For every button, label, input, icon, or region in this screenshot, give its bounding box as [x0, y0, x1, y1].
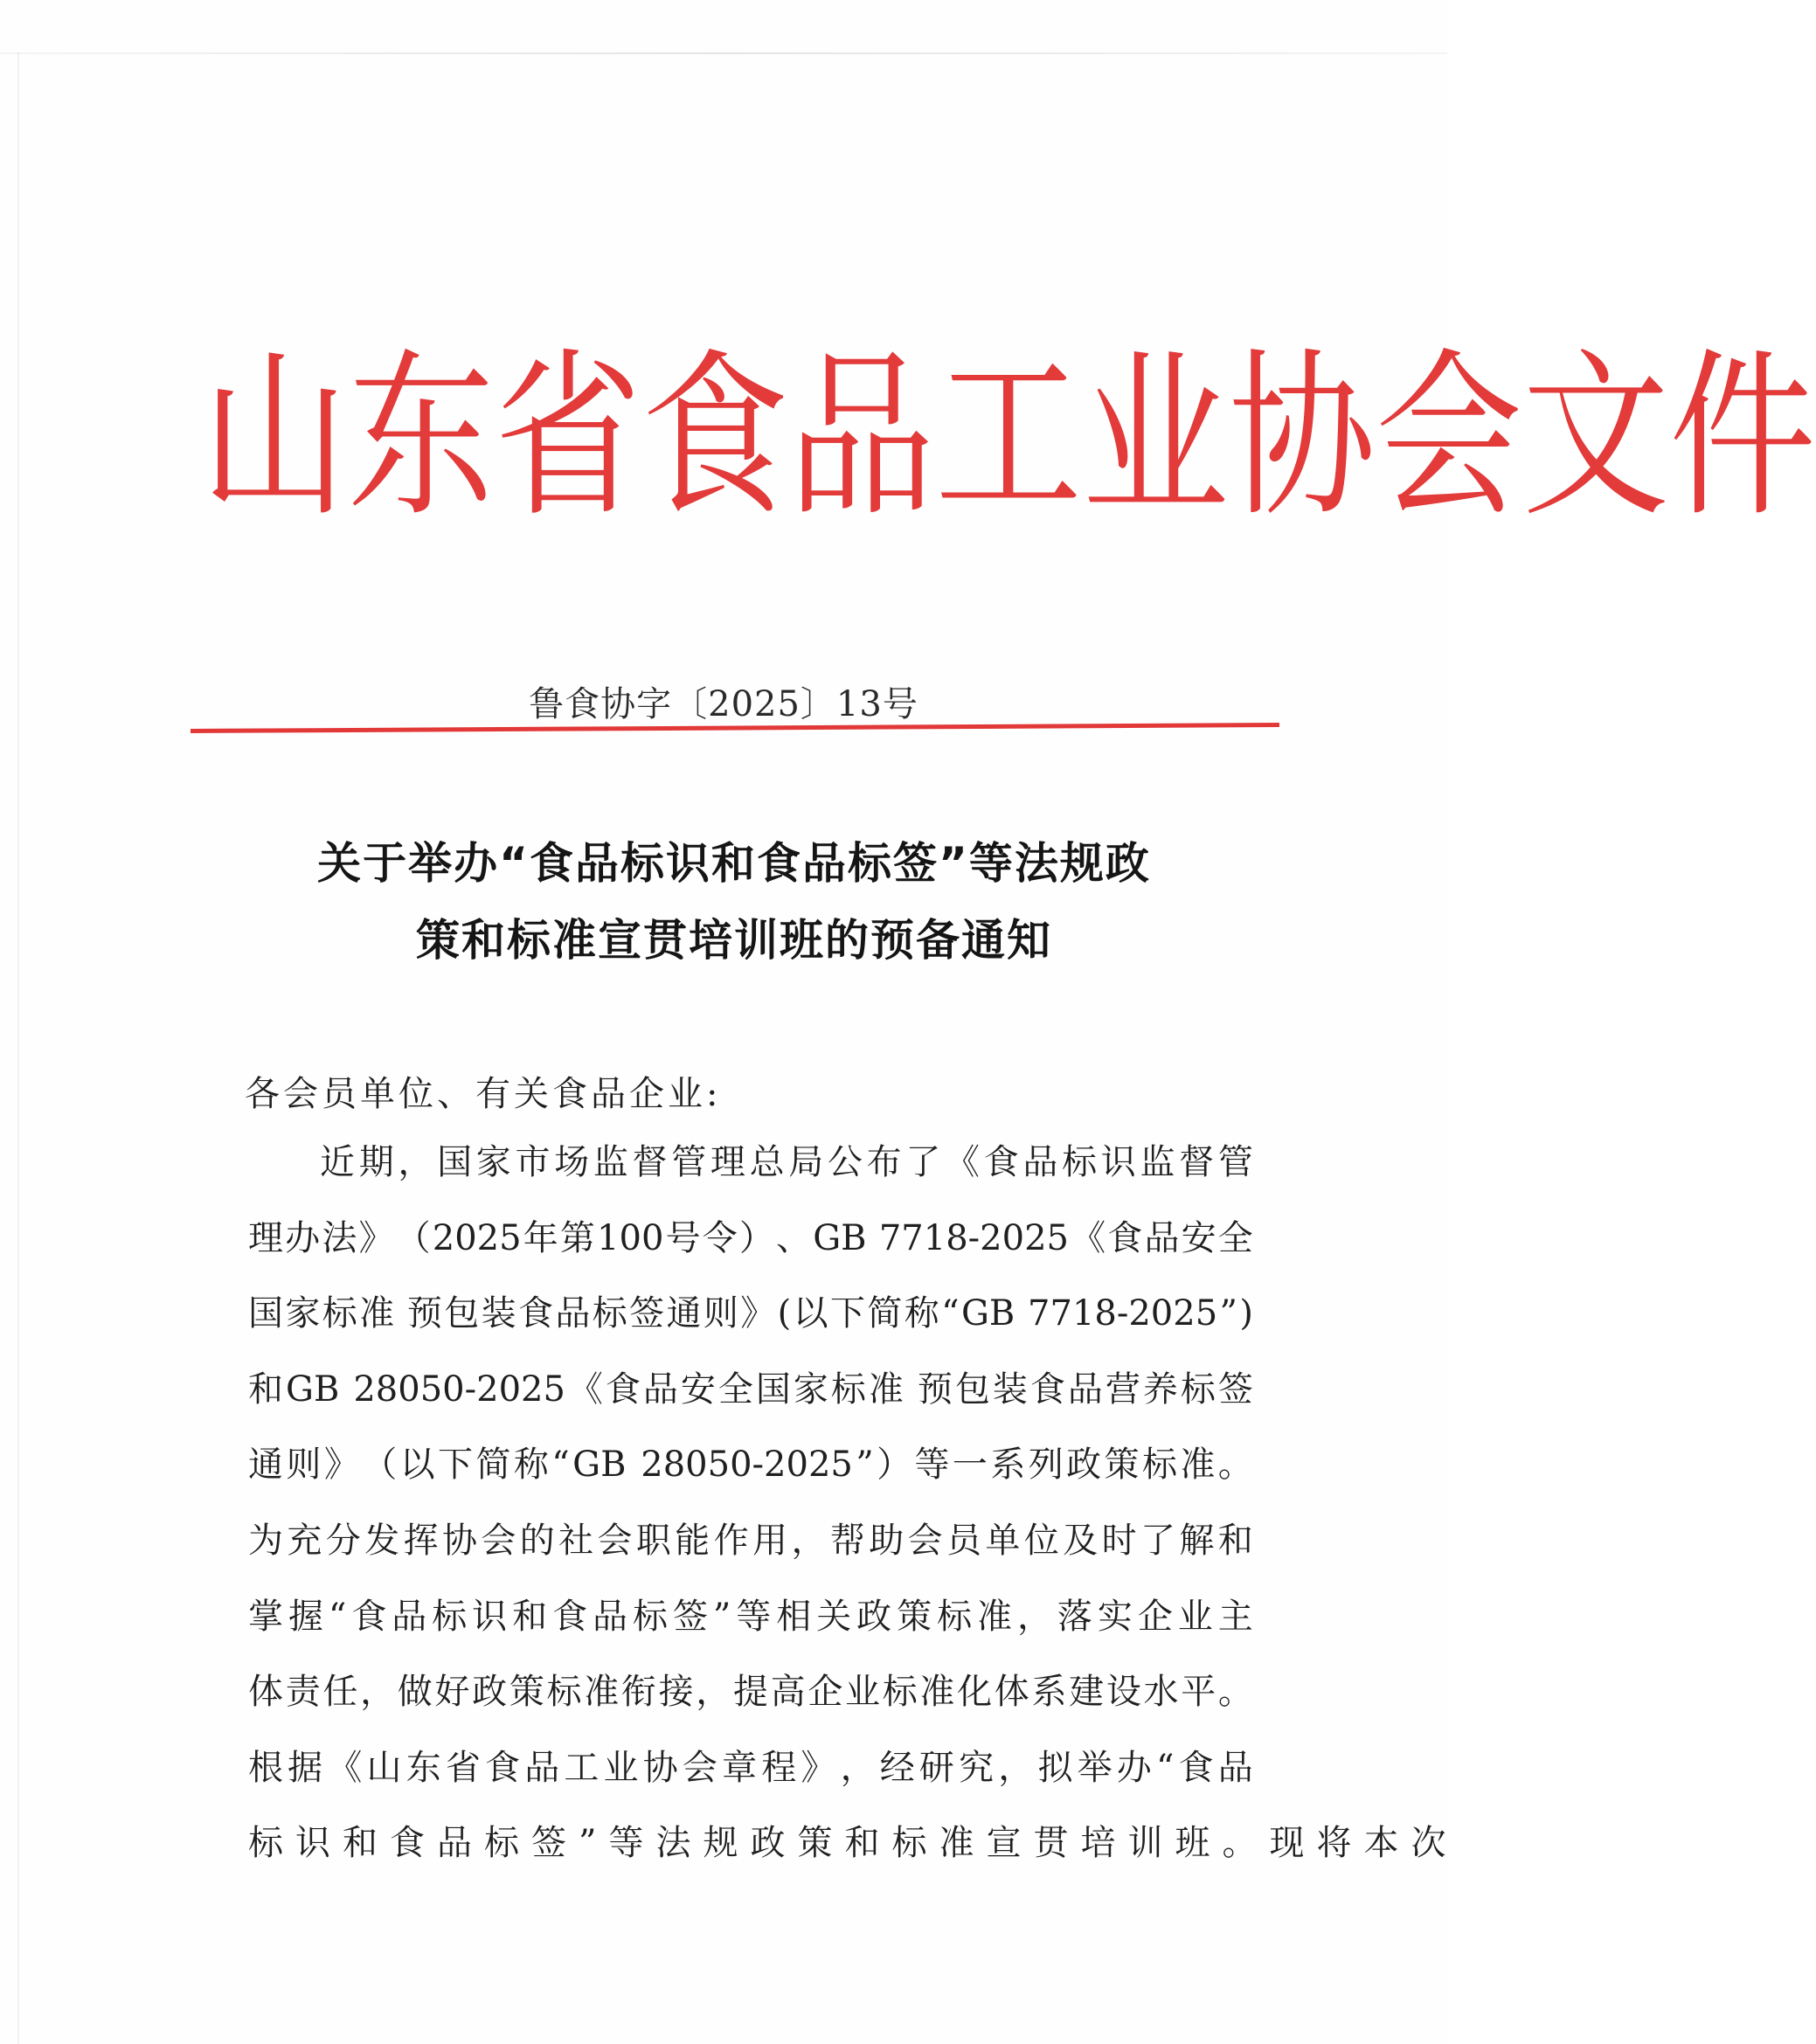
glyph: 标 — [891, 1823, 927, 1864]
glyph: 省 — [445, 1747, 481, 1788]
glyph: 2025 — [432, 1217, 522, 1258]
glyph: GB — [572, 1445, 627, 1486]
glyph: 高 — [770, 1672, 806, 1713]
glyph: 单 — [985, 1520, 1021, 1561]
glyph: 衔 — [620, 1672, 656, 1713]
glyph: 下 — [829, 1293, 865, 1334]
glyph: 下 — [438, 1445, 474, 1486]
glyph: 和 — [343, 1823, 378, 1864]
glyph: 食 — [351, 1596, 387, 1637]
glyph: 食 — [1178, 1747, 1214, 1788]
glyph: 主 — [1217, 1596, 1253, 1637]
glyph: 布 — [866, 1142, 902, 1182]
glyph: 识 — [472, 1596, 508, 1637]
glyph: 7718-2025 — [878, 1217, 1069, 1258]
glyph: 标 — [248, 1823, 283, 1864]
glyph: 28050-2025 — [641, 1445, 853, 1486]
glyph: 章 — [722, 1747, 758, 1788]
space — [869, 1212, 877, 1288]
glyph: 7718-2025 — [1028, 1293, 1218, 1334]
masthead-char: 山 — [201, 332, 348, 542]
masthead-char: 食 — [641, 332, 788, 542]
glyph: 体 — [248, 1672, 283, 1713]
glyph: 为 — [248, 1520, 283, 1561]
body-line — [248, 1363, 1253, 1439]
glyph: 营 — [1105, 1368, 1140, 1410]
glyph: 食 — [552, 1596, 588, 1637]
glyph: 据 — [288, 1747, 323, 1788]
glyph: 化 — [957, 1672, 993, 1713]
glyph: 策 — [897, 1596, 932, 1637]
glyph: 全 — [717, 1368, 753, 1410]
body-line — [248, 1590, 1253, 1666]
glyph: 接 — [658, 1672, 694, 1713]
glyph: 系 — [990, 1445, 1026, 1486]
glyph: 市 — [515, 1142, 551, 1182]
glyph: 标 — [546, 1672, 582, 1713]
glyph: 品 — [593, 1596, 628, 1637]
glyph: ， — [791, 1520, 827, 1561]
glyph: 《 — [567, 1368, 603, 1410]
body-line — [248, 1817, 1446, 1893]
glyph: 准 — [868, 1368, 904, 1410]
glyph: 提 — [732, 1672, 768, 1713]
notice-title-line-1: 关于举办“食品标识和食品标签”等法规政 — [317, 838, 1151, 889]
glyph: 包 — [954, 1368, 990, 1410]
masthead-char: 件 — [1669, 332, 1816, 542]
glyph: 监 — [1140, 1142, 1175, 1182]
glyph: 将 — [1316, 1823, 1352, 1864]
glyph: 相 — [776, 1596, 812, 1637]
glyph: 安 — [1181, 1217, 1216, 1258]
glyph: 品 — [1217, 1747, 1253, 1788]
glyph: 会 — [597, 1520, 633, 1561]
glyph: 准 — [1180, 1445, 1216, 1486]
glyph: 预 — [917, 1368, 953, 1410]
glyph: 督 — [1179, 1142, 1215, 1182]
glyph: 能 — [675, 1520, 710, 1561]
glyph: （ — [395, 1217, 431, 1258]
glyph: 》 — [740, 1293, 776, 1334]
glyph: 以 — [793, 1293, 828, 1334]
glyph: 挥 — [403, 1520, 439, 1561]
glyph: 和 — [248, 1368, 283, 1410]
glyph: 、 — [776, 1217, 812, 1258]
glyph: ” — [1219, 1293, 1237, 1334]
glyph: 法 — [322, 1217, 357, 1258]
glyph: 家 — [793, 1368, 828, 1410]
glyph: 准 — [939, 1823, 974, 1864]
glyph: 标 — [830, 1368, 866, 1410]
glyph: 一 — [952, 1445, 988, 1486]
glyph: “ — [328, 1596, 347, 1637]
glyph: ( — [777, 1293, 792, 1334]
glyph: ， — [840, 1747, 876, 1788]
glyph: 签 — [1217, 1368, 1253, 1410]
masthead-char: 协 — [1229, 332, 1376, 542]
glyph: 预 — [406, 1293, 442, 1334]
glyph: 食 — [1107, 1217, 1143, 1258]
glyph: 政 — [1066, 1445, 1102, 1486]
glyph: 班 — [1175, 1823, 1210, 1864]
glyph: 建 — [1069, 1672, 1105, 1713]
glyph: 简 — [475, 1445, 511, 1486]
glyph: 全 — [1217, 1217, 1253, 1258]
glyph: 体 — [994, 1672, 1029, 1713]
masthead-char: 文 — [1522, 332, 1669, 542]
glyph: 年 — [523, 1217, 558, 1258]
body-line — [248, 1742, 1253, 1818]
glyph: 装 — [992, 1368, 1028, 1410]
glyph: 食 — [605, 1368, 641, 1410]
glyph: 策 — [1104, 1445, 1140, 1486]
glyph: 食 — [983, 1142, 1019, 1182]
body-line — [248, 1666, 1253, 1742]
glyph: 家 — [475, 1142, 511, 1182]
scan-edge-top — [0, 52, 1447, 54]
space — [342, 1363, 350, 1439]
salutation: 各会员单位、有关食品企业: — [245, 1074, 722, 1114]
glyph: 通 — [666, 1293, 702, 1334]
glyph: 位 — [1023, 1520, 1059, 1561]
glyph: 准 — [977, 1596, 1013, 1637]
glyph: 》 — [358, 1217, 394, 1258]
glyph: 帮 — [829, 1520, 865, 1561]
glyph: 水 — [1143, 1672, 1179, 1713]
glyph: 等 — [736, 1596, 772, 1637]
glyph: 好 — [434, 1672, 470, 1713]
glyph: 监 — [593, 1142, 628, 1182]
glyph: “ — [551, 1445, 570, 1486]
glyph: 和 — [844, 1823, 880, 1864]
glyph: GB — [960, 1293, 1015, 1334]
glyph: 理 — [710, 1142, 745, 1182]
glyph: 系 — [1031, 1672, 1067, 1713]
glyph: 总 — [749, 1142, 785, 1182]
body-line — [248, 1514, 1253, 1590]
glyph: ， — [360, 1672, 396, 1713]
glyph: 家 — [285, 1293, 321, 1334]
glyph: 和 — [512, 1596, 548, 1637]
body-line — [248, 1287, 1253, 1363]
glyph: 研 — [918, 1747, 954, 1788]
masthead-char: 东 — [348, 332, 495, 542]
glyph: ， — [398, 1142, 433, 1182]
glyph: 程 — [761, 1747, 797, 1788]
glyph: 第 — [559, 1217, 595, 1258]
glyph: ， — [696, 1672, 731, 1713]
glyph: 品 — [524, 1747, 560, 1788]
glyph: 标 — [1180, 1368, 1216, 1410]
glyph: 。 — [1217, 1672, 1253, 1713]
glyph: ” — [712, 1596, 731, 1637]
glyph: 国 — [248, 1293, 283, 1334]
masthead-char: 省 — [495, 332, 641, 542]
glyph: 根 — [248, 1747, 283, 1788]
glyph: 品 — [1022, 1142, 1058, 1182]
glyph: 本 — [1363, 1823, 1399, 1864]
glyph: 策 — [509, 1672, 544, 1713]
glyph: “ — [941, 1293, 960, 1334]
glyph: 识 — [1100, 1142, 1136, 1182]
glyph: 标 — [592, 1293, 627, 1334]
glyph: 签 — [672, 1596, 708, 1637]
glyph: 拟 — [1037, 1747, 1073, 1788]
glyph: 会 — [481, 1520, 516, 1561]
glyph: 及 — [1063, 1520, 1099, 1561]
glyph: 了 — [1140, 1520, 1175, 1561]
glyph: 协 — [441, 1520, 477, 1561]
glyph: 做 — [397, 1672, 433, 1713]
body-line — [248, 1136, 1253, 1212]
glyph: 督 — [632, 1142, 668, 1182]
glyph: 业 — [1177, 1596, 1213, 1637]
masthead-char: 品 — [788, 332, 935, 542]
glyph: 食 — [485, 1747, 521, 1788]
glyph: 责 — [285, 1672, 321, 1713]
masthead-char: 会 — [1376, 332, 1522, 542]
glyph: 公 — [827, 1142, 863, 1182]
glyph: 政 — [750, 1823, 786, 1864]
glyph: （ — [362, 1445, 398, 1486]
glyph: 充 — [287, 1520, 322, 1561]
glyph: 次 — [1411, 1823, 1446, 1864]
glyph: 握 — [288, 1596, 323, 1637]
glyph: 经 — [879, 1747, 915, 1788]
glyph: 平 — [1181, 1672, 1216, 1713]
document-number: 鲁食协字〔2025〕13号 — [529, 684, 918, 724]
glyph: 标 — [484, 1823, 519, 1864]
glyph: 的 — [519, 1520, 555, 1561]
glyph: 作 — [713, 1520, 749, 1561]
glyph: 工 — [564, 1747, 600, 1788]
glyph: 分 — [325, 1520, 361, 1561]
glyph: 宣 — [986, 1823, 1022, 1864]
glyph: 东 — [405, 1747, 441, 1788]
glyph: 准 — [919, 1672, 955, 1713]
space — [1017, 1287, 1026, 1363]
glyph: 企 — [1137, 1596, 1173, 1637]
glyph: 举 — [1077, 1747, 1112, 1788]
glyph: 列 — [1028, 1445, 1064, 1486]
glyph: 场 — [554, 1142, 590, 1182]
glyph: 管 — [671, 1142, 707, 1182]
glyph: 会 — [682, 1747, 717, 1788]
glyph: 了 — [905, 1142, 941, 1182]
glyph: 业 — [603, 1747, 639, 1788]
space — [906, 1363, 915, 1439]
glyph: 食 — [390, 1823, 425, 1864]
notice-title-line-2: 策和标准宣贯培训班的预备通知 — [416, 915, 1052, 966]
glyph: 品 — [437, 1823, 472, 1864]
glyph: 品 — [392, 1596, 427, 1637]
masthead-char: 工 — [935, 332, 1082, 542]
glyph: 社 — [558, 1520, 594, 1561]
glyph: 。 — [1222, 1823, 1258, 1864]
glyph: 会 — [907, 1520, 943, 1561]
body-line — [248, 1438, 1253, 1514]
glyph: GB — [813, 1217, 867, 1258]
glyph: 和 — [1217, 1520, 1253, 1561]
glyph: 助 — [869, 1520, 905, 1561]
glyph: 职 — [635, 1520, 671, 1561]
glyph: 企 — [807, 1672, 843, 1713]
glyph: 发 — [364, 1520, 400, 1561]
glyph: 管 — [1217, 1142, 1253, 1182]
notice-title — [201, 825, 1267, 979]
glyph: ” — [579, 1823, 597, 1864]
space — [629, 1438, 638, 1514]
glyph: 期 — [358, 1142, 394, 1182]
glyph: 业 — [845, 1672, 880, 1713]
glyph: 则 — [286, 1445, 322, 1486]
glyph: 简 — [867, 1293, 903, 1334]
glyph: 设 — [1106, 1672, 1141, 1713]
glyph: 则 — [703, 1293, 738, 1334]
glyph: GB — [286, 1368, 340, 1410]
glyph: 标 — [322, 1293, 357, 1334]
glyph: 掌 — [248, 1596, 283, 1637]
glyph: 准 — [359, 1293, 395, 1334]
masthead-char: 业 — [1082, 332, 1229, 542]
glyph: 安 — [680, 1368, 716, 1410]
glyph: 时 — [1101, 1520, 1137, 1561]
body-paragraph — [248, 1136, 1446, 1893]
glyph: 培 — [1080, 1823, 1116, 1864]
glyph: 食 — [518, 1293, 553, 1334]
glyph: 标 — [432, 1596, 468, 1637]
glyph: 等 — [608, 1823, 644, 1864]
glyph: 局 — [788, 1142, 824, 1182]
glyph: 任 — [322, 1672, 358, 1713]
glyph: 法 — [655, 1823, 691, 1864]
glyph: 国 — [755, 1368, 791, 1410]
glyph: 政 — [856, 1596, 892, 1637]
glyph: 品 — [642, 1368, 678, 1410]
glyph: ” — [856, 1445, 874, 1486]
glyph: 实 — [1097, 1596, 1133, 1637]
glyph: 装 — [481, 1293, 516, 1334]
body-line — [248, 1212, 1253, 1288]
glyph: 标 — [937, 1596, 973, 1637]
glyph: 国 — [437, 1142, 473, 1182]
glyph: 标 — [1141, 1445, 1177, 1486]
glyph: 标 — [1062, 1142, 1098, 1182]
glyph: 100 — [597, 1217, 664, 1258]
glyph: ） — [877, 1445, 912, 1486]
glyph: 》 — [323, 1445, 359, 1486]
glyph: 用 — [752, 1520, 788, 1561]
space — [397, 1287, 405, 1363]
glyph: 以 — [399, 1445, 435, 1486]
glyph: 28050-2025 — [353, 1368, 565, 1410]
glyph: ) — [1239, 1293, 1253, 1334]
glyph: 签 — [531, 1823, 566, 1864]
glyph: 识 — [295, 1823, 330, 1864]
glyph: 协 — [642, 1747, 678, 1788]
glyph: 关 — [816, 1596, 852, 1637]
glyph: 现 — [1269, 1823, 1305, 1864]
glyph: 包 — [444, 1293, 480, 1334]
glyph: 山 — [366, 1747, 402, 1788]
glyph: 品 — [1067, 1368, 1103, 1410]
glyph: 近 — [320, 1142, 355, 1182]
glyph: 训 — [1127, 1823, 1163, 1864]
glyph: 准 — [584, 1672, 620, 1713]
glyph: 员 — [946, 1520, 982, 1561]
glyph: 》 — [801, 1747, 836, 1788]
glyph: ） — [738, 1217, 774, 1258]
glyph: 称 — [904, 1293, 939, 1334]
glyph: ， — [998, 1747, 1034, 1788]
glyph: 等 — [914, 1445, 950, 1486]
glyph: 理 — [248, 1217, 283, 1258]
glyph: 通 — [248, 1445, 283, 1486]
glyph: 策 — [797, 1823, 833, 1864]
glyph: 食 — [1029, 1368, 1065, 1410]
glyph: 令 — [702, 1217, 738, 1258]
glyph: 品 — [555, 1293, 591, 1334]
scan-edge-left — [17, 52, 19, 2044]
glyph: 。 — [1217, 1445, 1253, 1486]
glyph: 号 — [665, 1217, 701, 1258]
glyph: 签 — [629, 1293, 665, 1334]
glyph: ， — [1016, 1596, 1052, 1637]
glyph: 养 — [1142, 1368, 1178, 1410]
glyph: 政 — [472, 1672, 508, 1713]
glyph: 品 — [1144, 1217, 1180, 1258]
glyph: 究 — [959, 1747, 995, 1788]
glyph: 《 — [327, 1747, 363, 1788]
glyph: 贯 — [1033, 1823, 1069, 1864]
glyph: “ — [1155, 1747, 1175, 1788]
glyph: 落 — [1057, 1596, 1092, 1637]
glyph: 标 — [882, 1672, 918, 1713]
masthead-title — [201, 332, 1816, 559]
glyph: 标 — [632, 1596, 668, 1637]
glyph: 办 — [1116, 1747, 1152, 1788]
glyph: 称 — [513, 1445, 549, 1486]
glyph: 办 — [285, 1217, 321, 1258]
glyph: 《 — [1071, 1217, 1106, 1258]
glyph: 规 — [703, 1823, 738, 1864]
glyph: 解 — [1179, 1520, 1215, 1561]
glyph: 《 — [945, 1142, 980, 1182]
